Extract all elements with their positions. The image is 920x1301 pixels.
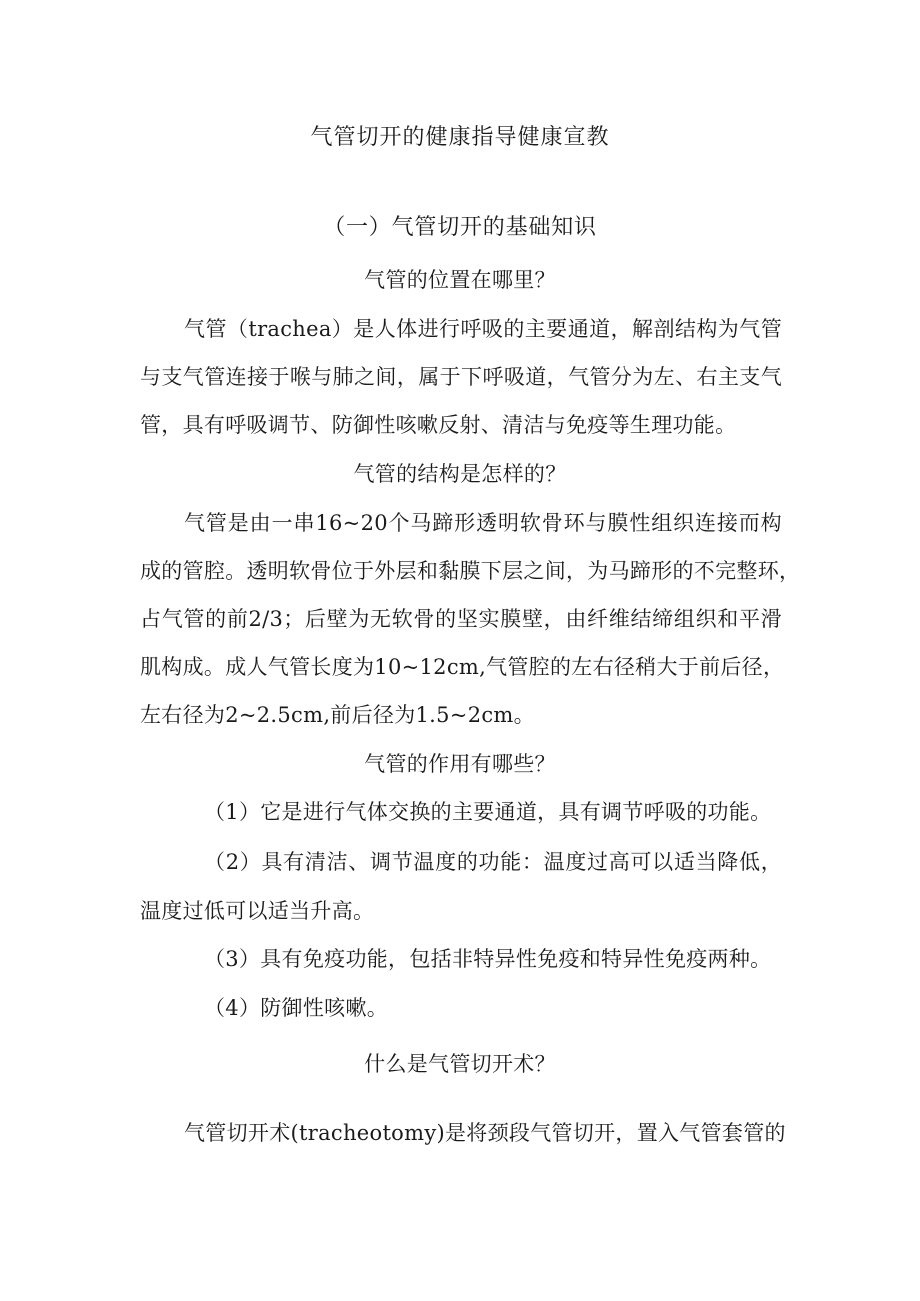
question-heading-structure: 气管的结构是怎样的？ bbox=[353, 462, 567, 486]
question-heading-location: 气管的位置在哪里？ bbox=[364, 268, 556, 292]
paragraph-line: 管，具有呼吸调节、防御性咳嗽反射、清洁与免疫等生理功能。 bbox=[140, 413, 737, 437]
section-heading: （一）气管切开的基础知识 bbox=[323, 215, 597, 240]
list-item: （2）具有清洁、调节温度的功能：温度过高可以适当降低， bbox=[204, 850, 782, 874]
paragraph-line: 气管切开术(tracheotomy)是将颈段气管切开，置入气管套管的 bbox=[184, 1121, 786, 1145]
paragraph-line: 气管（trachea）是人体进行呼吸的主要通道，解剖结构为气管 bbox=[184, 317, 782, 341]
question-heading-function: 气管的作用有哪些？ bbox=[364, 752, 556, 776]
list-item: （4）防御性咳嗽。 bbox=[204, 996, 389, 1020]
paragraph-line: 占气管的前2/3；后壁为无软骨的坚实膜壁，由纤维结缔组织和平滑 bbox=[140, 607, 782, 631]
paragraph-line: 成的管腔。透明软骨位于外层和黏膜下层之间，为马蹄形的不完整环， bbox=[140, 559, 801, 583]
question-heading-definition: 什么是气管切开术？ bbox=[364, 1052, 556, 1076]
paragraph-line: 左右径为2~2.5cm,前后径为1.5~2cm。 bbox=[140, 703, 535, 727]
list-item-continuation: 温度过低可以适当升高。 bbox=[140, 899, 375, 923]
paragraph-line: 肌构成。成人气管长度为10~12cm,气管腔的左右径稍大于前后径， bbox=[140, 655, 785, 679]
document-title: 气管切开的健康指导健康宣教 bbox=[310, 125, 610, 150]
list-item: （1）它是进行气体交换的主要通道，具有调节呼吸的功能。 bbox=[204, 800, 772, 824]
paragraph-line: 气管是由一串16~20个马蹄形透明软骨环与膜性组织连接而构 bbox=[184, 511, 782, 535]
list-item: （3）具有免疫功能，包括非特异性免疫和特异性免疫两种。 bbox=[204, 947, 772, 971]
paragraph-line: 与支气管连接于喉与肺之间，属于下呼吸道，气管分为左、右主支气 bbox=[140, 365, 782, 389]
